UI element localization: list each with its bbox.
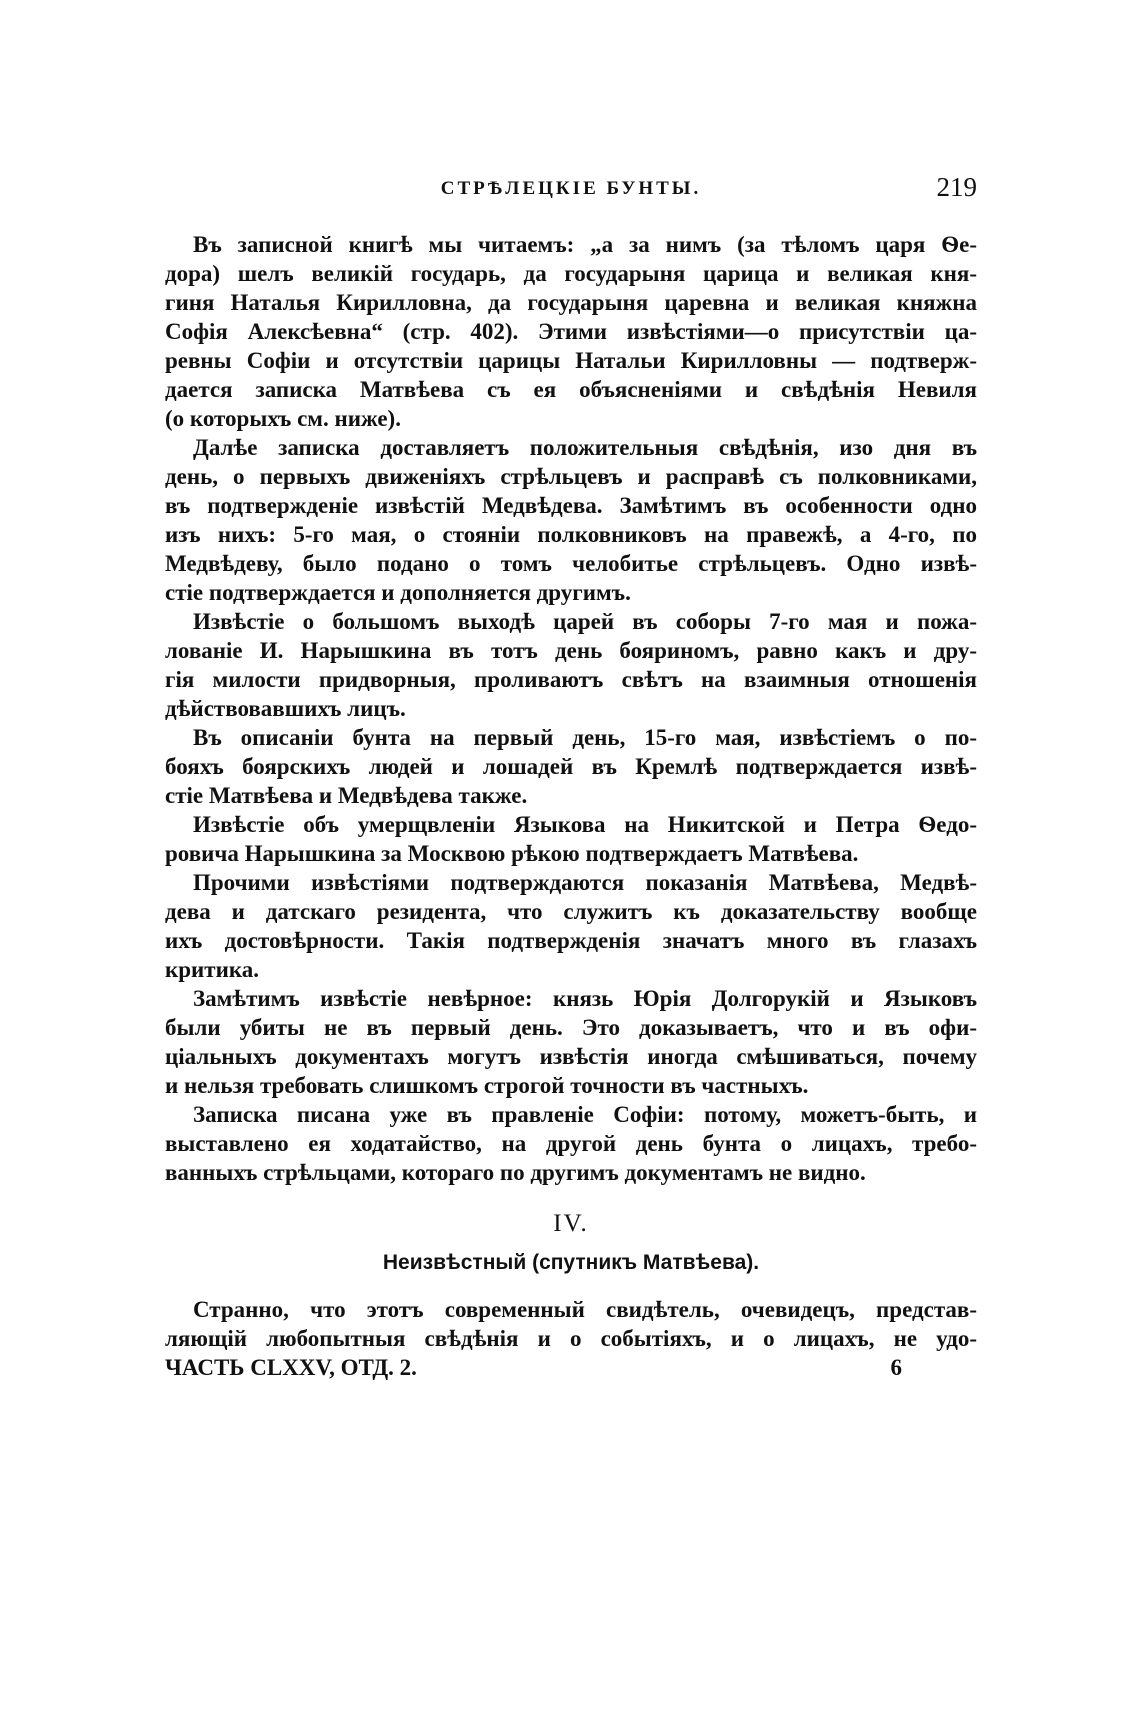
text-line: были убиты не въ первый день. Это доказываетъ, что и въ офи- [165, 1015, 977, 1040]
paragraph [165, 984, 977, 1100]
text-line: ляющій любопытныя свѣдѣнія и о событіяхъ, и о лицахъ, не удо- [165, 1326, 977, 1351]
text-line: ревны Софіи и отсутствіи царицы Натальи Кирилловны — подтверж- [165, 348, 977, 373]
paragraph [165, 230, 977, 433]
text-line: ихъ достовѣрности. Такія подтвержденія значатъ много въ глазахъ [165, 928, 977, 953]
signature-mark: ЧАСТЬ CLXXV, ОТД. 2. [165, 1355, 417, 1380]
section-number: IV. [553, 1210, 589, 1237]
text-line: Прочими извѣстіями подтверждаются показанія Матвѣева, Медвѣ- [193, 870, 977, 895]
paragraphs [165, 230, 977, 1187]
text-line: Замѣтимъ извѣстіе невѣрное: князь Юрія Долгорукій и Языковъ [193, 986, 977, 1011]
text-line: дора) шелъ великій государь, да государыня царица и великая кня- [165, 261, 977, 286]
text-line: дается записка Матвѣева съ ея объясненіями и свѣдѣнія Невиля [165, 377, 977, 402]
text-line: ціальныхъ документахъ могутъ извѣстія иногда смѣшиваться, почему [165, 1044, 977, 1069]
paragraph [165, 723, 977, 810]
text-line: стіе Матвѣева и Медвѣдева также. [165, 783, 528, 808]
paragraph [165, 1100, 977, 1187]
text-line: Записка писана уже въ правленіе Софіи: потому, можетъ-быть, и [193, 1102, 977, 1127]
text-line: Извѣстіе объ умерщвленіи Языкова на Никитской и Петра Ѳедо- [193, 812, 977, 837]
text-line: гиня Наталья Кирилловна, да государыня царевна и великая княжна [165, 290, 977, 315]
text-line: бояхъ боярскихъ людей и лошадей въ Кремлѣ подтверждается извѣ- [165, 754, 977, 779]
text-line: Извѣстіе о большомъ выходѣ царей въ соборы 7-го мая и пожа- [193, 609, 977, 634]
text-line: Далѣе записка доставляетъ положительныя свѣдѣнія, изо дня въ [193, 435, 977, 460]
text-line: Въ описаніи бунта на первый день, 15-го мая, извѣстіемъ о по- [193, 725, 977, 750]
paragraph [165, 868, 977, 984]
text-line: критика. [165, 957, 259, 982]
text-line: и нельзя требовать слишкомъ строгой точности въ частныхъ. [165, 1073, 809, 1098]
text-line: Странно, что этотъ современный свидѣтель, очевидецъ, представ- [193, 1297, 977, 1322]
running-title: СТРѢЛЕЦКІЕ БУНТЫ. [440, 178, 702, 199]
text-line: изъ нихъ: 5-го мая, о стояніи полковниковъ на правежѣ, а 4-го, по [165, 522, 977, 547]
text-line: ровича Нарышкина за Москвою рѣкою подтверждаетъ Матвѣева. [165, 841, 859, 866]
text-line: день, о первыхъ движеніяхъ стрѣльцевъ и расправѣ съ полковниками, [165, 464, 977, 489]
text-line: Софія Алексѣевна“ (стр. 402). Этими извѣстіями—о присутствіи ца- [165, 319, 977, 344]
sheet-number: 6 [890, 1355, 902, 1380]
paragraph [165, 810, 977, 868]
body-text [165, 230, 977, 1382]
last-paragraph [165, 1295, 977, 1353]
text-line: Медвѣдеву, было подано о томъ челобитье стрѣльцевъ. Одно извѣ- [165, 551, 977, 576]
text-line: дева и датскаго резидента, что служитъ къ доказательству вообще [165, 899, 977, 924]
text-line: лованіе И. Нарышкина въ тотъ день бояриномъ, равно какъ и дру- [165, 638, 977, 663]
page-footer [165, 1353, 977, 1382]
text-line: гія милости придворныя, проливаютъ свѣтъ на взаимныя отношенія [165, 667, 977, 692]
paragraph [165, 433, 977, 607]
text-line: въ подтвержденіе извѣстій Медвѣдева. Замѣтимъ въ особенности одно [165, 493, 977, 518]
text-line: Въ записной книгѣ мы читаемъ: „а за нимъ (за тѣломъ царя Ѳе- [193, 232, 977, 257]
text-line: дѣйствовавшихъ лицъ. [165, 696, 406, 721]
text-line: (о которыхъ см. ниже). [165, 406, 401, 431]
section-title: Неизвѣстный (спутникъ Матвѣева). [382, 1251, 760, 1274]
text-line: ванныхъ стрѣльцами, котораго по другимъ документамъ не видно. [165, 1160, 866, 1185]
page-number: 219 [936, 172, 977, 202]
text-line: выставлено ея ходатайство, на другой день бунта о лицахъ, требо- [165, 1131, 977, 1156]
paragraph [165, 1295, 977, 1353]
paragraph [165, 607, 977, 723]
page-header [165, 172, 977, 216]
text-line: стіе подтверждается и дополняется другимъ. [165, 580, 631, 605]
